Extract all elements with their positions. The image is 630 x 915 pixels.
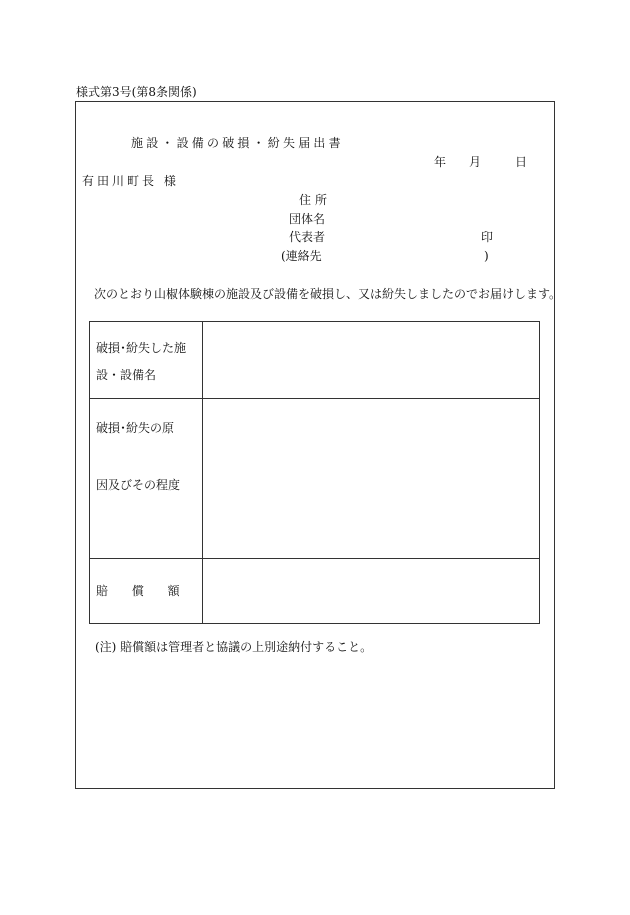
address-label: 住所 (299, 193, 332, 207)
facility-label: 破損･紛失した施 (96, 341, 187, 355)
cause-label-continued: 因及びその程度 (96, 478, 181, 492)
addressee: 有田川町長 様 (82, 174, 179, 188)
table-column-divider (202, 322, 203, 623)
contact-close-paren: ) (484, 249, 489, 263)
facility-label-continued: 設・設備名 (96, 368, 157, 382)
date-day-label: 日 (515, 155, 528, 169)
representative-label: 代表者 (289, 230, 326, 244)
date-year-label: 年 (434, 155, 447, 169)
date-month-label: 月 (469, 155, 482, 169)
table-row-divider (90, 558, 539, 559)
document-title: 施設・設備の破損・紛失届出書 (131, 136, 344, 150)
footnote: (注) 賠償額は管理者と協議の上別途納付すること。 (95, 640, 373, 654)
compensation-label: 賠 償 額 (96, 584, 180, 598)
table-row-divider (90, 398, 539, 399)
contact-label: (連絡先 (281, 249, 322, 263)
cause-label: 破損･紛失の原 (96, 421, 175, 435)
group-name-label: 団体名 (289, 212, 326, 226)
report-table (89, 321, 540, 624)
intro-statement: 次のとおり山椒体験棟の施設及び設備を破損し、又は紛失しましたのでお届けします。 (94, 287, 562, 301)
form-number: 様式第3号(第8条関係) (76, 85, 197, 99)
seal-mark: 印 (481, 230, 494, 244)
